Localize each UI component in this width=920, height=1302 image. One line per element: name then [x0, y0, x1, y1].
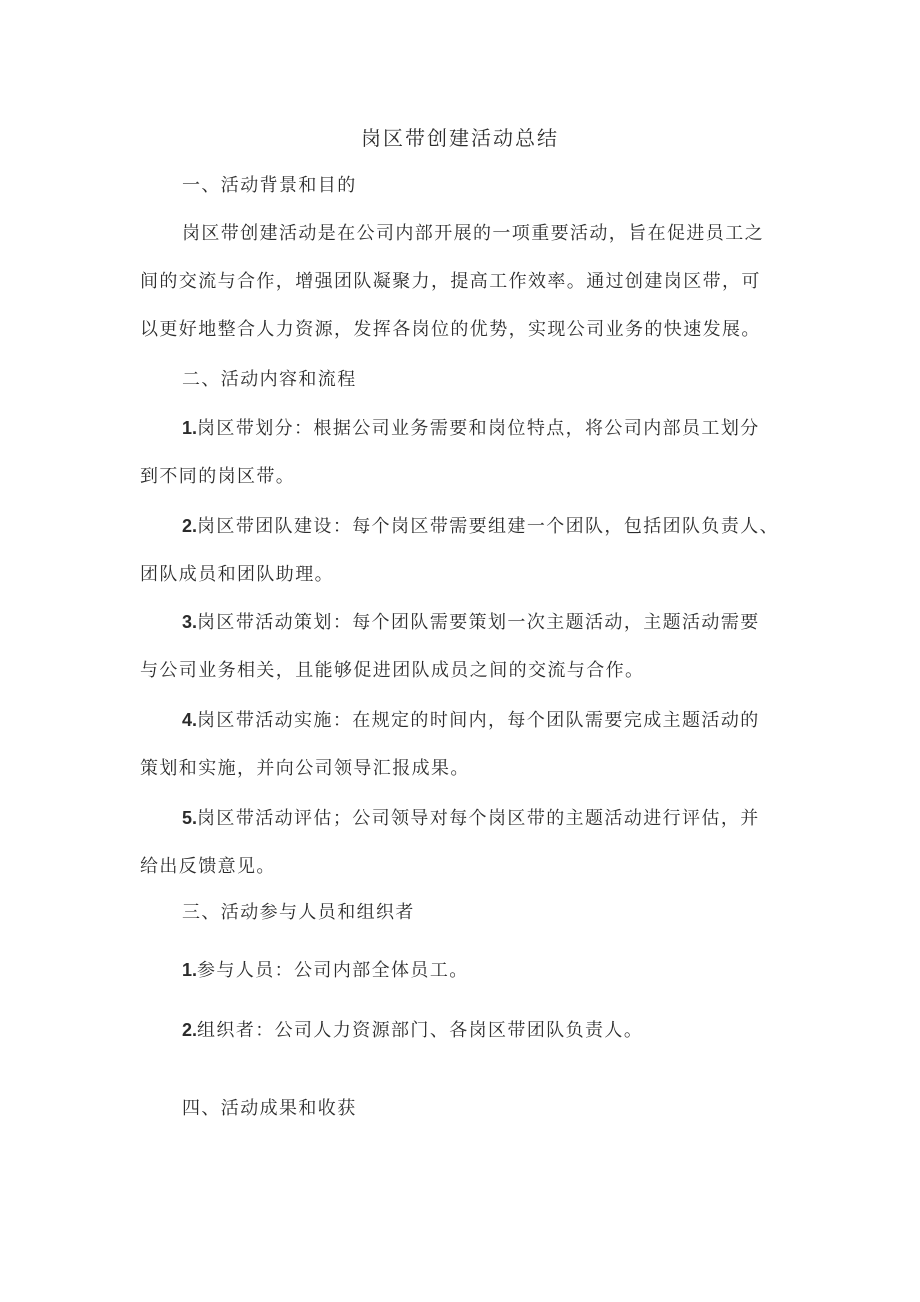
item-text: 岗区带划分：根据公司业务需要和岗位特点，将公司内部员工划分: [197, 418, 760, 439]
item-text: 岗区带活动策划：每个团队需要策划一次主题活动，主题活动需要: [197, 612, 760, 633]
list-item: [140, 1006, 800, 1055]
list-item: [140, 404, 800, 501]
item-text: 岗区带活动评估；公司领导对每个岗区带的主题活动进行评估，并: [197, 808, 760, 829]
item-text: 组织者：公司人力资源部门、各岗区带团队负责人。: [197, 1020, 644, 1041]
item-number: 5.: [182, 808, 198, 828]
list-item: [140, 794, 800, 891]
item-number: 2.: [182, 1020, 198, 1040]
item-number: 4.: [182, 710, 198, 730]
paragraph-line: 间的交流与合作，增强团队凝聚力，提高工作效率。通过创建岗区带，可: [140, 271, 761, 292]
item-number: 1.: [182, 418, 198, 438]
item-number: 3.: [182, 612, 198, 632]
section-heading-4: 四、活动成果和收获: [182, 1098, 357, 1119]
item-text: 岗区带活动实施：在规定的时间内，每个团队需要完成主题活动的: [197, 710, 760, 731]
paragraph-line: 岗区带创建活动是在公司内部开展的一项重要活动，旨在促进员工之: [182, 223, 764, 244]
item-text: 与公司业务相关，且能够促进团队成员之间的交流与合作。: [140, 660, 645, 681]
paragraph-line: 以更好地整合人力资源，发挥各岗位的优势，实现公司业务的快速发展。: [140, 319, 761, 340]
section-1-paragraph: [140, 210, 800, 354]
item-text: 给出反馈意见。: [140, 856, 276, 877]
section-heading-3: 三、活动参与人员和组织者: [182, 902, 415, 923]
item-text: 到不同的岗区带。: [140, 466, 296, 487]
list-item: [140, 598, 800, 695]
list-item: [140, 502, 800, 599]
item-text: 岗区带团队建设：每个岗区带需要组建一个团队，包括团队负责人、: [197, 516, 780, 537]
list-item: [140, 946, 800, 995]
document-title: 岗区带创建活动总结: [361, 126, 559, 150]
item-text: 参与人员：公司内部全体员工。: [197, 960, 469, 981]
section-heading-1: 一、活动背景和目的: [182, 175, 357, 196]
list-item: [140, 696, 800, 793]
item-text: 策划和实施，并向公司领导汇报成果。: [140, 758, 470, 779]
item-number: 2.: [182, 516, 198, 536]
section-heading-2: 二、活动内容和流程: [182, 369, 357, 390]
item-number: 1.: [182, 960, 198, 980]
item-text: 团队成员和团队助理。: [140, 564, 334, 585]
